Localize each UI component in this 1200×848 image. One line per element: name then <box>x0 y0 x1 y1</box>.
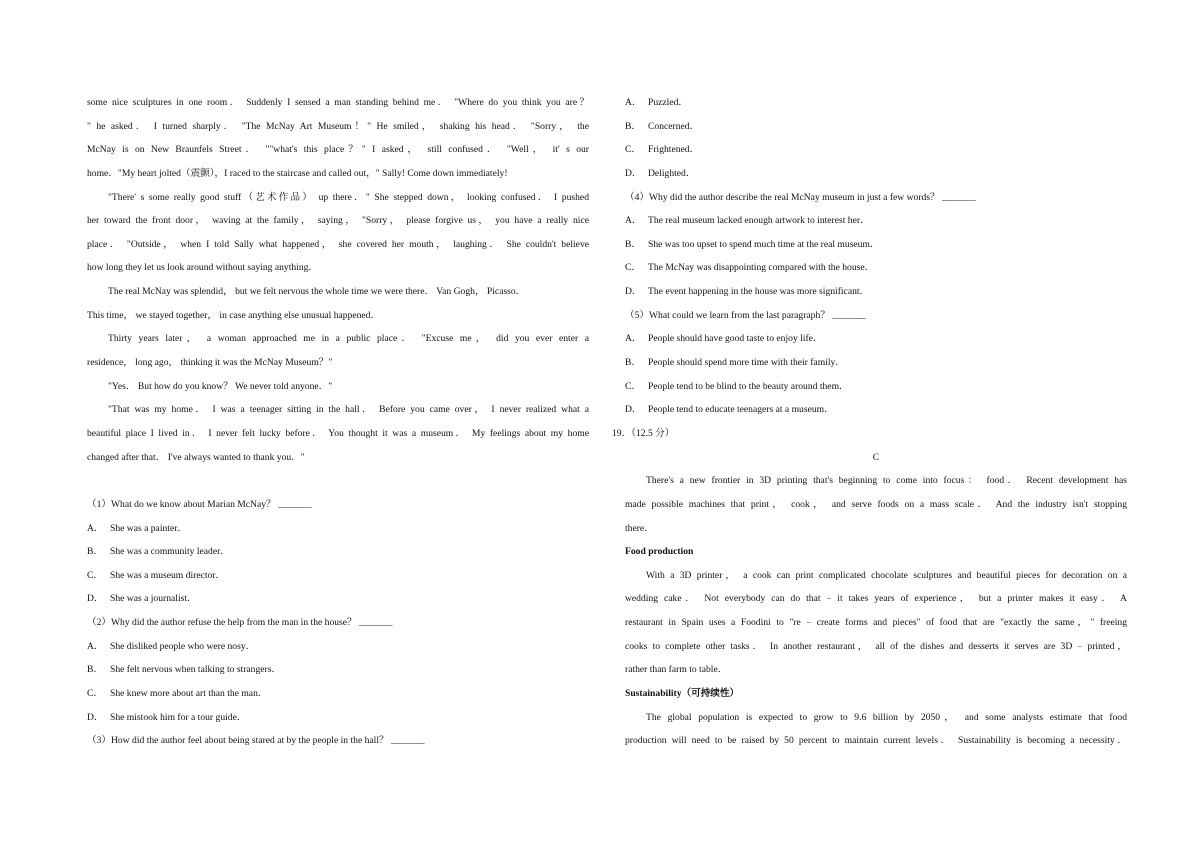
passage-c-line: there． <box>625 522 654 534</box>
option-text: People tend to educate teenagers at a museum． <box>648 404 834 416</box>
question-3-stem: （3）How did the author feel about being stared at by the people in the hall？ _______ <box>87 735 425 747</box>
question-4-option-a[interactable] <box>625 209 1127 233</box>
question-1-option-b[interactable] <box>87 540 589 564</box>
food-para-line: cooks to complete other tasks． In another restaurant， all of the dishes and desserts it serves are 3D﹣printed， <box>625 640 1127 652</box>
option-label: D． <box>625 167 642 179</box>
option-text: Concerned． <box>648 120 700 132</box>
passage-line: home．"My heart jolted（震颤），I raced to the staircase and called out，" Sally! Come down immediately! <box>87 167 508 179</box>
option-label: B． <box>625 238 641 250</box>
section-letter: C <box>872 451 880 463</box>
passage-line: The real McNay was splendid， but we felt nervous the whole time we were there． Van Gogh， Picasso． <box>108 286 526 298</box>
passage-line: how long they let us look around without saying anything． <box>87 262 319 274</box>
question-1-option-c[interactable] <box>87 564 589 588</box>
option-label: B． <box>625 120 641 132</box>
question-3-option-a[interactable] <box>625 91 1127 115</box>
question-3-option-b[interactable] <box>625 115 1127 139</box>
sustain-para-line: The global population is expected to grow to 9.6 billion by 2050， and some analysts estimate that food <box>646 711 1127 723</box>
option-label: A． <box>625 97 642 108</box>
question-4-stem: （4）Why did the author describe the real McNay museum in just a few words？ _______ <box>625 191 976 203</box>
option-text: The event happening in the house was more significant． <box>648 286 870 298</box>
option-text: She was a community leader． <box>110 546 230 558</box>
option-label: B． <box>87 546 103 558</box>
option-text: People tend to be blind to the beauty around them． <box>648 380 849 392</box>
option-label: A． <box>87 522 104 534</box>
question-3-option-d[interactable] <box>625 162 1127 186</box>
question-2-option-b[interactable] <box>87 658 589 682</box>
question-2-option-c[interactable] <box>87 682 589 706</box>
option-label: C． <box>625 262 641 274</box>
option-text: Frightened． <box>648 144 700 156</box>
question-2-option-d[interactable] <box>87 706 589 730</box>
option-label: D． <box>625 404 642 416</box>
passage-line: changed after that． I've always wanted to thank you．" <box>87 451 305 463</box>
passage-line: some nice sculptures in one room． Suddenly I sensed a man standing behind me． "Where do you think you are？ <box>87 97 589 108</box>
option-text: Puzzled． <box>648 97 688 108</box>
option-label: D． <box>625 286 642 298</box>
food-para-line: rather than farm to table． <box>625 664 728 676</box>
option-label: C． <box>625 144 641 156</box>
option-text: She knew more about art than the man． <box>110 688 268 700</box>
passage-line: beautiful place I lived in． I never felt lucky before． You thought it was a museum． My feelings about my home <box>87 427 589 439</box>
left-column <box>87 91 589 753</box>
question-5-stem: （5）What could we learn from the last paragraph？ _______ <box>625 309 866 321</box>
option-text: She was a museum director． <box>110 569 226 581</box>
passage-line: her toward the front door， waving at the family， saying， "Sorry， please forgive us， you have a really nice <box>87 215 589 227</box>
food-para-line: With a 3D printer， a cook can print complicated chocolate sculptures and beautiful pieces for decoration on a <box>646 569 1127 581</box>
option-text: The real museum lacked enough artwork to interest her． <box>648 215 870 227</box>
passage-line: place． "Outside， when I told Sally what happened， she covered her mouth， laughing． She couldn't believe <box>87 238 589 250</box>
passage-line: This time， we stayed together， in case anything else unusual happened． <box>87 309 381 321</box>
option-text: She disliked people who were nosy． <box>110 640 256 652</box>
question-5-option-c[interactable] <box>625 375 1127 399</box>
food-para-line: wedding cake． Not everybody can do that﹣it takes years of experience， but a printer makes it easy． A <box>625 593 1127 605</box>
passage-c-line: made possible machines that print， cook， and serve foods on a mass scale． And the industry isn't stopping <box>625 498 1127 510</box>
option-label: A． <box>87 640 104 652</box>
option-label: C． <box>625 380 641 392</box>
option-label: A． <box>625 333 642 345</box>
passage-line: McNay is on New Braunfels Street． ""what's this place？" I asked， still confused． "Well， it' s our <box>87 144 589 156</box>
question-4-option-d[interactable] <box>625 280 1127 304</box>
question-3-option-c[interactable] <box>625 138 1127 162</box>
question-2-option-a[interactable] <box>87 635 589 659</box>
question-5-option-b[interactable] <box>625 351 1127 375</box>
question-1-option-a[interactable] <box>87 517 589 541</box>
question-1-option-d[interactable] <box>87 587 589 611</box>
passage-line: "That was my home． I was a teenager sitting in the hall． Before you came over， I never realized what a <box>108 404 589 416</box>
option-text: People should spend more time with their family． <box>648 357 845 369</box>
question-4-option-c[interactable] <box>625 256 1127 280</box>
sustain-para-line: production will need to be raised by 50 percent to maintain current levels． Sustainability is becoming a necessity． <box>625 735 1127 747</box>
option-text: She felt nervous when talking to strangers． <box>110 664 282 676</box>
heading-food-production: Food production <box>625 546 694 558</box>
option-text: The McNay was disappointing compared with the house． <box>648 262 875 274</box>
option-label: D． <box>87 711 104 723</box>
option-label: A． <box>625 215 642 227</box>
option-text: Delighted． <box>648 167 696 179</box>
heading-sustainability: Sustainability（可持续性） <box>625 688 740 700</box>
option-label: D． <box>87 593 104 605</box>
question-5-option-a[interactable] <box>625 327 1127 351</box>
option-text: She was a painter． <box>110 522 187 534</box>
option-label: B． <box>87 664 103 676</box>
option-label: C． <box>87 688 103 700</box>
option-label: C． <box>87 569 103 581</box>
option-text: People should have good taste to enjoy life． <box>648 333 823 345</box>
passage-line: " he asked． I turned sharply． "The McNay Art Museum！" He smiled， shaking his head． "Sorry， the <box>87 120 589 132</box>
option-text: She was too upset to spend much time at the real museum． <box>648 238 880 250</box>
question-19-header: 19．（12.5 分） <box>612 427 675 439</box>
question-1-stem: （1）What do we know about Marian McNay？ _______ <box>87 498 312 510</box>
passage-line: "Yes． But how do you know？ We never told anyone．" <box>108 380 333 392</box>
option-text: She was a journalist． <box>110 593 197 605</box>
passage-line: Thirty years later， a woman approached me in a public place． "Excuse me， did you ever enter a <box>108 333 589 345</box>
right-column <box>612 91 1127 753</box>
passage-line: residence， long ago， thinking it was the McNay Museum？" <box>87 357 333 369</box>
option-text: She mistook him for a tour guide． <box>110 711 247 723</box>
food-para-line: restaurant in Spain uses a Foodini to "re﹣create forms and pieces" of food that are "exactly the same，" freeing <box>625 617 1127 629</box>
option-label: B． <box>625 357 641 369</box>
question-4-option-b[interactable] <box>625 233 1127 257</box>
passage-line: "There' s some really good stuff（艺术作品） up there．" She stepped down， looking confused． I pushed <box>108 191 589 203</box>
passage-c-line: There's a new frontier in 3D printing that's beginning to come into focus： food． Recent development has <box>646 475 1127 487</box>
question-5-option-d[interactable] <box>625 398 1127 422</box>
question-2-stem: （2）Why did the author refuse the help from the man in the house？ _______ <box>87 617 393 629</box>
